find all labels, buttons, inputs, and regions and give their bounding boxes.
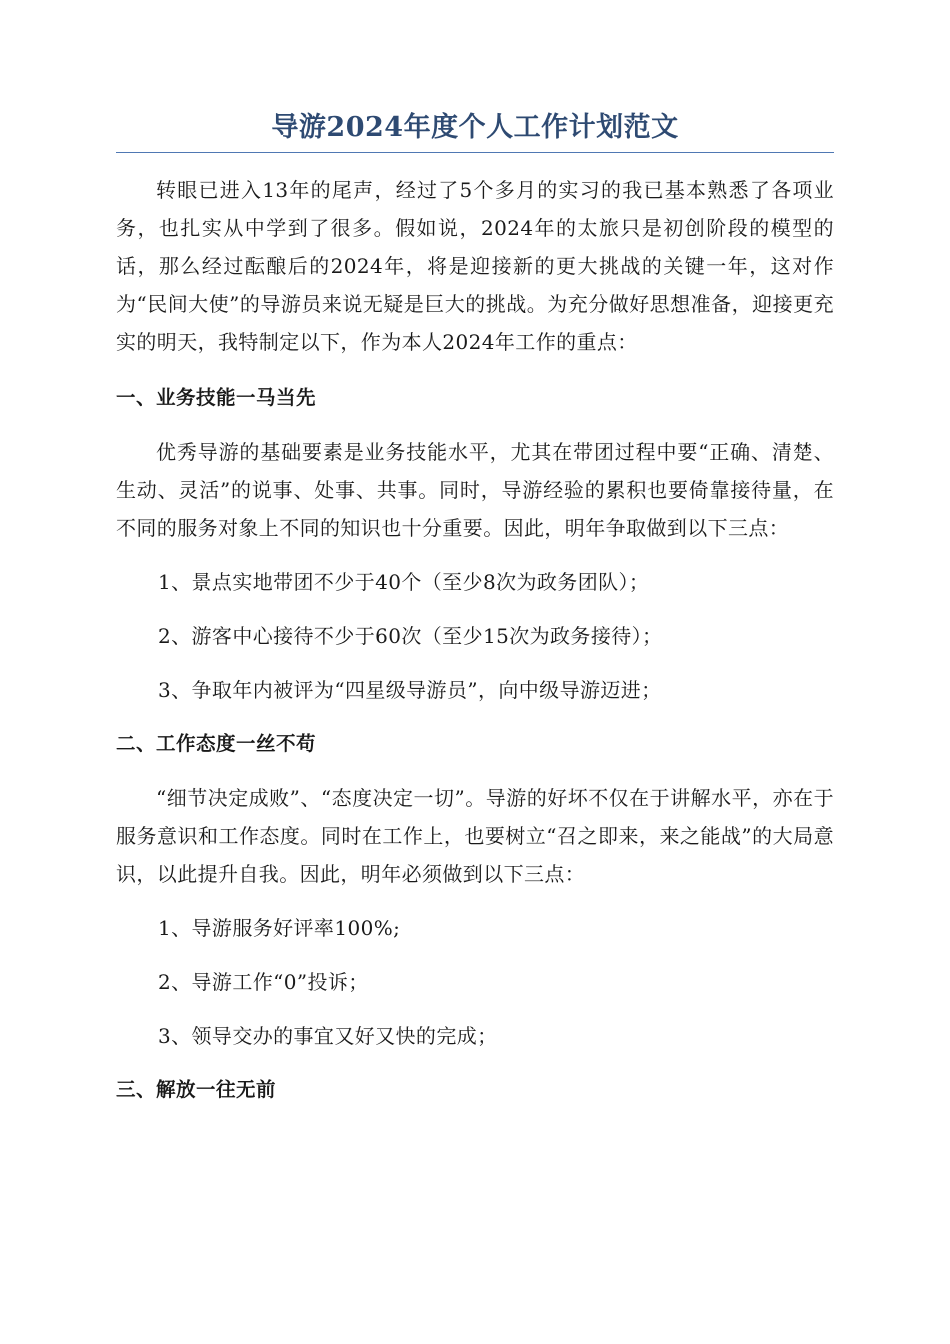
section-1-item-2: 2、游客中心接待不少于60次（至少15次为政务接待）； (158, 624, 663, 648)
section-2-item-2: 2、导游工作“0”投诉； (158, 970, 369, 994)
intro-paragraph: 转眼已进入13年的尾声，经过了5个多月的实习的我已基本熟悉了各项业务，也扎实从中学到了很多。假如说，2024年的太旅只是初创阶段的模型的话，那么经过酝酿后的2024年，将是迎接新的更大挑战的关键一年，这对作为“民间大使”的导游员来说无疑是巨大的挑战。为充分做好思想准备，迎接更充实的明天，我特制定以下，作为本人2024年工作的重点： (116, 178, 834, 354)
title-underline (116, 152, 834, 153)
section-1-heading: 一、业务技能一马当先 (116, 386, 317, 409)
section-1-item-1: 1、景点实地带团不少于40个（至少8次为政务团队）； (158, 570, 650, 594)
section-3-heading: 三、解放一往无前 (116, 1078, 277, 1101)
section-2-heading: 二、工作态度一丝不苟 (116, 732, 317, 755)
document-title: 导游2024年度个人工作计划范文 (271, 112, 679, 143)
section-2-paragraph: “细节决定成败”、“态度决定一切”。导游的好坏不仅在于讲解水平，亦在于服务意识和工作态度。同时在工作上，也要树立“召之即来，来之能战”的大局意识，以此提升自我。因此，明年必须做到以下三点： (116, 786, 834, 886)
section-1-paragraph: 优秀导游的基础要素是业务技能水平，尤其在带团过程中要“正确、清楚、生动、灵活”的说事、处事、共事。同时，导游经验的累积也要倚靠接待量，在不同的服务对象上不同的知识也十分重要。因此，明年争取做到以下三点： (116, 440, 834, 540)
section-2-item-1: 1、导游服务好评率100%; (158, 916, 401, 940)
section-2-item-3: 3、领导交办的事宜又好又快的完成； (158, 1024, 498, 1048)
document-page (116, 108, 834, 1109)
section-1-item-3: 3、争取年内被评为“四星级导游员”，向中级导游迈进； (158, 678, 662, 702)
